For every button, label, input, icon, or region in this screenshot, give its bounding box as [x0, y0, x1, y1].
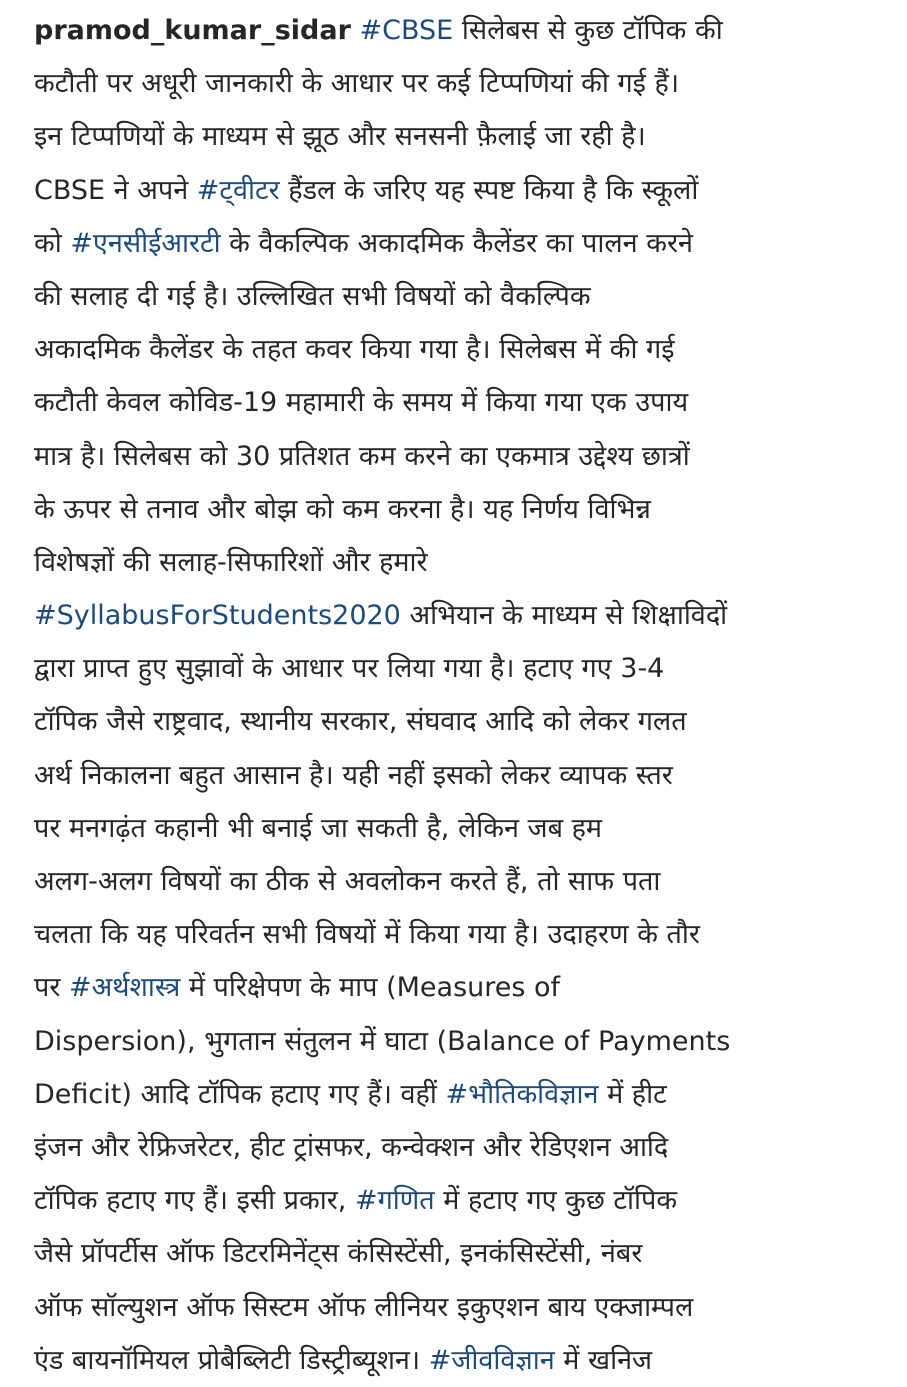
- caption-line: [34, 1281, 874, 1334]
- caption-text: अभियान के माध्यम से शिक्षाविदों: [400, 600, 728, 632]
- caption-text: पर: [34, 972, 69, 1004]
- caption-line: [34, 589, 874, 642]
- caption-text: Dispersion), भुगतान संतुलन में घाटा (Balance of Payments: [34, 1025, 731, 1057]
- caption-text: द्वारा प्राप्त हुए सुझावों के आधार पर लिया गया है। हटाए गए 3-4: [34, 653, 665, 685]
- caption-line: [34, 695, 874, 748]
- caption-text: इंजन और रेफ्रिजरेटर, हीट ट्रांसफर, कन्वेक्शन और रेडिएशन आदि: [34, 1131, 669, 1163]
- caption-text: Deficit) आदि टॉपिक हटाए गए हैं। वहीं: [34, 1078, 446, 1110]
- hashtag-link[interactable]: #SyllabusForStudents2020: [34, 600, 401, 632]
- caption-line: [34, 217, 874, 270]
- caption-text: मात्र है। सिलेबस को 30 प्रतिशत कम करने का एकमात्र उद्देश्य छात्रों: [34, 440, 690, 472]
- caption-text: ऑफ सॉल्युशन ऑफ सिस्टम ऑफ लीनियर इकुएशन बाय एक्जाम्पल: [34, 1291, 694, 1323]
- caption-text: पर मनगढ़ंत कहानी भी बनाई जा सकती है, लेकिन जब हम: [34, 812, 603, 844]
- caption-line: [34, 642, 874, 695]
- caption-line: [34, 323, 874, 376]
- caption-text: कटौती केवल कोविड-19 महामारी के समय में किया गया एक उपाय: [34, 387, 689, 419]
- caption-line: [34, 802, 874, 855]
- caption-line: [34, 164, 874, 217]
- caption-line: [34, 376, 874, 429]
- caption-line: [34, 110, 874, 163]
- caption-text: अर्थ निकालना बहुत आसान है। यही नहीं इसको लेकर व्यापक स्तर: [34, 759, 673, 791]
- caption-text: के वैकल्पिक अकादमिक कैलेंडर का पालन करने: [220, 227, 694, 259]
- username-link[interactable]: pramod_kumar_sidar: [34, 15, 351, 46]
- caption-text: में हटाए गए कुछ टॉपिक: [434, 1185, 678, 1217]
- hashtag-link[interactable]: #CBSE: [359, 15, 454, 46]
- caption-line: [34, 4, 874, 57]
- caption-line: [34, 270, 874, 323]
- caption-text: में खनिज: [554, 1344, 653, 1376]
- caption-text: अकादमिक कैलेंडर के तहत कवर किया गया है। सिलेबस में की गई: [34, 334, 675, 366]
- caption-text: [351, 15, 360, 46]
- caption-line: [34, 855, 874, 908]
- caption-text: अलग-अलग विषयों का ठीक से अवलोकन करते हैं, तो साफ पता: [34, 866, 661, 897]
- caption-text: विशेषज्ञों की सलाह-सिफारिशों और हमारे: [34, 546, 428, 578]
- caption-text: चलता कि यह परिवर्तन सभी विषयों में किया गया है। उदाहरण के तौर: [34, 919, 700, 951]
- caption-line: [34, 1015, 874, 1068]
- hashtag-link[interactable]: #जीवविज्ञान: [428, 1344, 555, 1376]
- caption-text: की सलाह दी गई है। उल्लिखित सभी विषयों को वैकल्पिक: [34, 280, 591, 312]
- caption-text: इन टिप्पणियों के माध्यम से झूठ और सनसनी फ़ैलाई जा रही है।: [34, 121, 646, 153]
- caption-line: [34, 1068, 874, 1121]
- hashtag-link[interactable]: #एनसीईआरटी: [70, 227, 221, 259]
- caption-line: [34, 908, 874, 961]
- caption-text: में हीट: [598, 1078, 667, 1110]
- caption-text: को: [34, 227, 71, 259]
- caption-line: [34, 1334, 874, 1387]
- hashtag-link[interactable]: #अर्थशास्त्र: [68, 972, 181, 1004]
- caption-text: CBSE ने अपने: [34, 174, 197, 206]
- caption-text: कटौती पर अधूरी जानकारी के आधार पर कई टिप्पणियां की गई हैं।: [34, 68, 680, 100]
- post-caption: [34, 0, 874, 1387]
- caption-text: सिलेबस से कुछ टॉपिक की: [453, 15, 723, 46]
- caption-line: [34, 749, 874, 802]
- caption-text: टॉपिक हटाए गए हैं। इसी प्रकार,: [34, 1185, 355, 1217]
- caption-line: [34, 961, 874, 1014]
- caption-line: [34, 536, 874, 589]
- caption-line: [34, 430, 874, 483]
- caption-text: एंड बायनॉमियल प्रोबैब्लिटी डिस्ट्रीब्यूशन।: [34, 1344, 429, 1376]
- caption-line: [34, 1174, 874, 1227]
- hashtag-link[interactable]: #गणित: [354, 1185, 435, 1217]
- caption-line: [34, 1121, 874, 1174]
- caption-line: [34, 1227, 874, 1280]
- caption-text: में परिक्षेपण के माप (Measures of: [180, 972, 561, 1004]
- hashtag-link[interactable]: #भौतिकविज्ञान: [445, 1078, 599, 1110]
- caption-text: जैसे प्रॉपर्टीस ऑफ डिटरमिनेंट्स कंसिस्टेंसी, इनकंसिस्टेंसी, नंबर: [34, 1238, 643, 1270]
- caption-text: टॉपिक जैसे राष्ट्रवाद, स्थानीय सरकार, संघवाद आदि को लेकर गलत: [34, 706, 687, 738]
- caption-line: [34, 483, 874, 536]
- caption-line: [34, 57, 874, 110]
- caption-text: हैंडल के जरिए यह स्पष्ट किया है कि स्कूलों: [279, 174, 699, 206]
- caption-text: के ऊपर से तनाव और बोझ को कम करना है। यह निर्णय विभिन्न: [34, 493, 651, 525]
- hashtag-link[interactable]: #ट्वीटर: [196, 174, 280, 206]
